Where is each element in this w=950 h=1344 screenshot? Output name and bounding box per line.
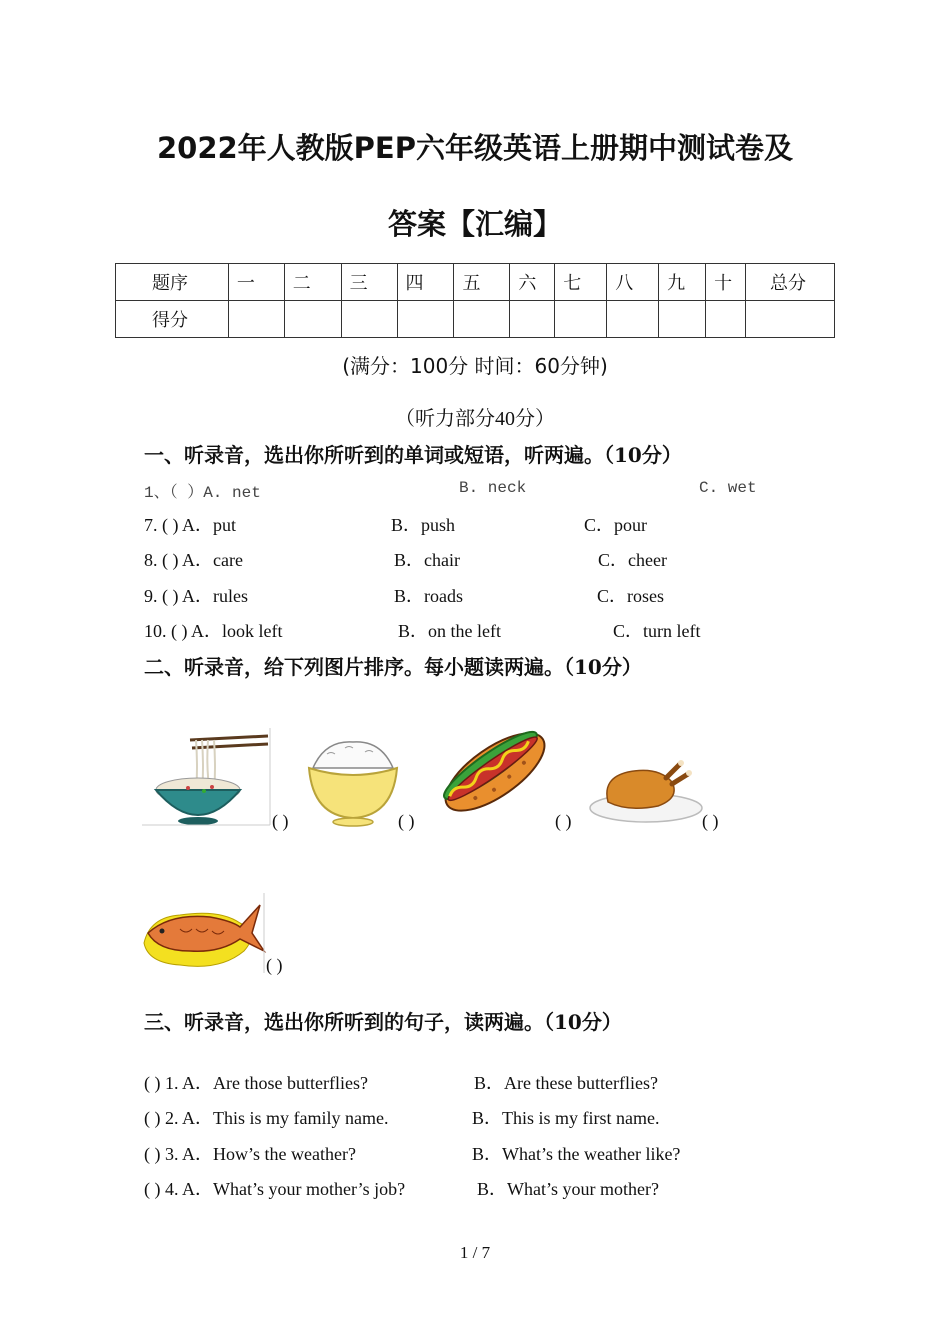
question-9-option-a: 9. ( ) A．rules	[144, 586, 248, 606]
score-table-score-row	[116, 301, 835, 338]
rice-bowl-icon	[305, 738, 400, 828]
question-8-option-c: C．cheer	[598, 550, 667, 570]
score-header-cell: 二	[284, 264, 341, 301]
document-title-line2: 答案【汇编】	[387, 207, 562, 241]
sentence-1-option-a: ( ) 1. A．Are those butterflies?	[144, 1073, 368, 1093]
score-header-cell: 三	[341, 264, 397, 301]
score-header-cell: 总分	[746, 264, 835, 301]
section2-heading: 二、听录音，给下列图片排序。每小题读两遍。（10分）	[144, 655, 642, 679]
question-8-option-a: 8. ( ) A．care	[144, 550, 243, 570]
section1-heading: 一、听录音，选出你所听到的单词或短语，听两遍。（10分）	[144, 443, 682, 467]
question-10-option-a: 10. ( ) A．look left	[144, 621, 283, 641]
hot-dog-icon	[434, 718, 556, 826]
score-header-cell: 十	[706, 264, 746, 301]
question-8-option-b: B．chair	[394, 550, 460, 570]
question-1-option-b: B. neck	[459, 479, 527, 497]
score-table-header-row	[116, 264, 835, 301]
picture-2-answer-blank[interactable]: ( )	[398, 811, 415, 831]
question-7-option-a: 7. ( ) A．put	[144, 515, 236, 535]
score-row-label: 得分	[116, 301, 229, 338]
score-header-cell: 六	[510, 264, 555, 301]
sentence-4-option-b: B．What’s your mother?	[477, 1179, 659, 1199]
score-cell[interactable]	[228, 301, 284, 338]
score-cell[interactable]	[510, 301, 555, 338]
question-10-option-b: B．on the left	[398, 621, 501, 641]
score-cell[interactable]	[284, 301, 341, 338]
question-7-option-c: C．pour	[584, 515, 647, 535]
score-header-cell: 九	[659, 264, 706, 301]
sentence-2-option-b: B．This is my first name.	[472, 1108, 660, 1128]
picture-1-answer-blank[interactable]: ( )	[272, 811, 289, 831]
exam-info: (满分：100分 时间：60分钟)	[342, 354, 608, 378]
roast-chicken-icon	[588, 758, 706, 826]
question-9-option-c: C．roses	[597, 586, 664, 606]
sentence-1-option-b: B．Are these butterflies?	[474, 1073, 658, 1093]
score-header-cell: 题序	[116, 264, 229, 301]
sentence-4-option-a: ( ) 4. A．What’s your mother’s job?	[144, 1179, 406, 1199]
score-header-cell: 七	[555, 264, 607, 301]
score-cell[interactable]	[454, 301, 510, 338]
sentence-3-option-b: B．What’s the weather like?	[472, 1144, 681, 1164]
sentence-2-option-a: ( ) 2. A．This is my family name.	[144, 1108, 389, 1128]
score-cell[interactable]	[555, 301, 607, 338]
noodles-bowl-icon	[142, 728, 272, 826]
score-cell[interactable]	[607, 301, 659, 338]
page-number: 1 / 7	[459, 1243, 491, 1262]
sentence-3-option-a: ( ) 3. A．How’s the weather?	[144, 1144, 356, 1164]
score-cell[interactable]	[746, 301, 835, 338]
picture-4-answer-blank[interactable]: ( )	[702, 811, 719, 831]
score-table	[115, 263, 835, 338]
picture-3-answer-blank[interactable]: ( )	[555, 811, 572, 831]
score-header-cell: 八	[607, 264, 659, 301]
fish-icon	[140, 893, 268, 973]
score-cell[interactable]	[706, 301, 746, 338]
question-7-option-b: B．push	[391, 515, 456, 535]
question-1-option-c: C. wet	[699, 479, 757, 497]
score-cell[interactable]	[397, 301, 454, 338]
score-header-cell: 一	[228, 264, 284, 301]
score-cell[interactable]	[341, 301, 397, 338]
score-header-cell: 四	[397, 264, 454, 301]
question-1-option-a: 1、（ ）A. net	[144, 484, 261, 502]
question-10-option-c: C．turn left	[613, 621, 701, 641]
score-header-cell: 五	[454, 264, 510, 301]
question-9-option-b: B．roads	[394, 586, 463, 606]
document-title-line1: 2022年人教版PEP六年级英语上册期中测试卷及	[156, 131, 794, 165]
listening-part-header: （听力部分40分）	[395, 408, 555, 430]
score-cell[interactable]	[659, 301, 706, 338]
picture-5-answer-blank[interactable]: ( )	[266, 955, 283, 975]
section3-heading: 三、听录音，选出你所听到的句子，读两遍。（10分）	[144, 1010, 622, 1034]
